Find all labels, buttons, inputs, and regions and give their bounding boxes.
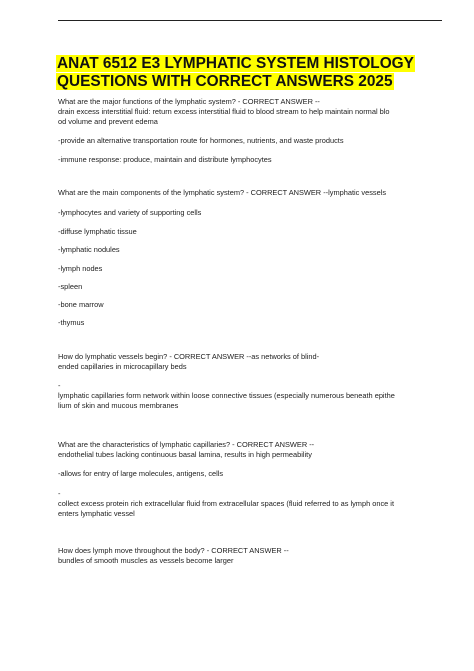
title-line-1: ANAT 6512 E3 LYMPHATIC SYSTEM HISTOLOGY xyxy=(57,55,414,72)
answer-1-line-1: drain excess interstitial fluid: return excess interstitial fluid to blood stream to help maintain normal blo xyxy=(58,107,390,116)
question-3: How do lymphatic vessels begin? - CORRECT ANSWER --as networks of blind- xyxy=(58,352,320,361)
header-rule xyxy=(58,20,442,21)
answer-4-line-2: -allows for entry of large molecules, antigens, cells xyxy=(58,469,224,478)
page-title xyxy=(56,55,446,91)
answer-4-line-3: - xyxy=(58,489,61,498)
question-1: What are the major functions of the lymphatic system? - CORRECT ANSWER -- xyxy=(58,97,320,106)
answer-2-item: -thymus xyxy=(58,318,85,327)
answer-1-line-2: od volume and prevent edema xyxy=(58,117,158,126)
answer-2-item: -lymph nodes xyxy=(58,264,103,273)
question-4: What are the characteristics of lymphatic capillaries? - CORRECT ANSWER -- xyxy=(58,440,315,449)
answer-3-line-4: lium of skin and mucous membranes xyxy=(58,401,179,410)
question-2: What are the main components of the lymphatic system? - CORRECT ANSWER --lymphatic vessels xyxy=(58,188,387,197)
answer-3-line-1: ended capillaries in microcapillary beds xyxy=(58,362,187,371)
answer-1-line-3: -provide an alternative transportation route for hormones, nutrients, and waste products xyxy=(58,136,344,145)
answer-2-item: -spleen xyxy=(58,282,83,291)
answer-4-line-4: collect excess protein rich extracellular fluid from extracellular spaces (fluid referred to as lymph once it xyxy=(58,499,395,508)
answer-2-item: -bone marrow xyxy=(58,300,104,309)
answer-2-item: -lymphocytes and variety of supporting cells xyxy=(58,208,202,217)
answer-4-line-1: endothelial tubes lacking continuous basal lamina, results in high permeability xyxy=(58,450,312,459)
answer-4-line-5: enters lymphatic vessel xyxy=(58,509,135,518)
question-5: How does lymph move throughout the body? - CORRECT ANSWER -- xyxy=(58,546,289,555)
answer-3-line-3: lymphatic capillaries form network within loose connective tissues (especially numerous beneath epithe xyxy=(58,391,395,400)
answer-2-item: -diffuse lymphatic tissue xyxy=(58,227,137,236)
answer-3-line-2: - xyxy=(58,381,61,390)
answer-5-line-1: bundles of smooth muscles as vessels become larger xyxy=(58,556,234,565)
answer-1-line-4: -immune response: produce, maintain and distribute lymphocytes xyxy=(58,155,272,164)
title-line-2: QUESTIONS WITH CORRECT ANSWERS 2025 xyxy=(57,73,393,90)
answer-2-item: -lymphatic nodules xyxy=(58,245,120,254)
